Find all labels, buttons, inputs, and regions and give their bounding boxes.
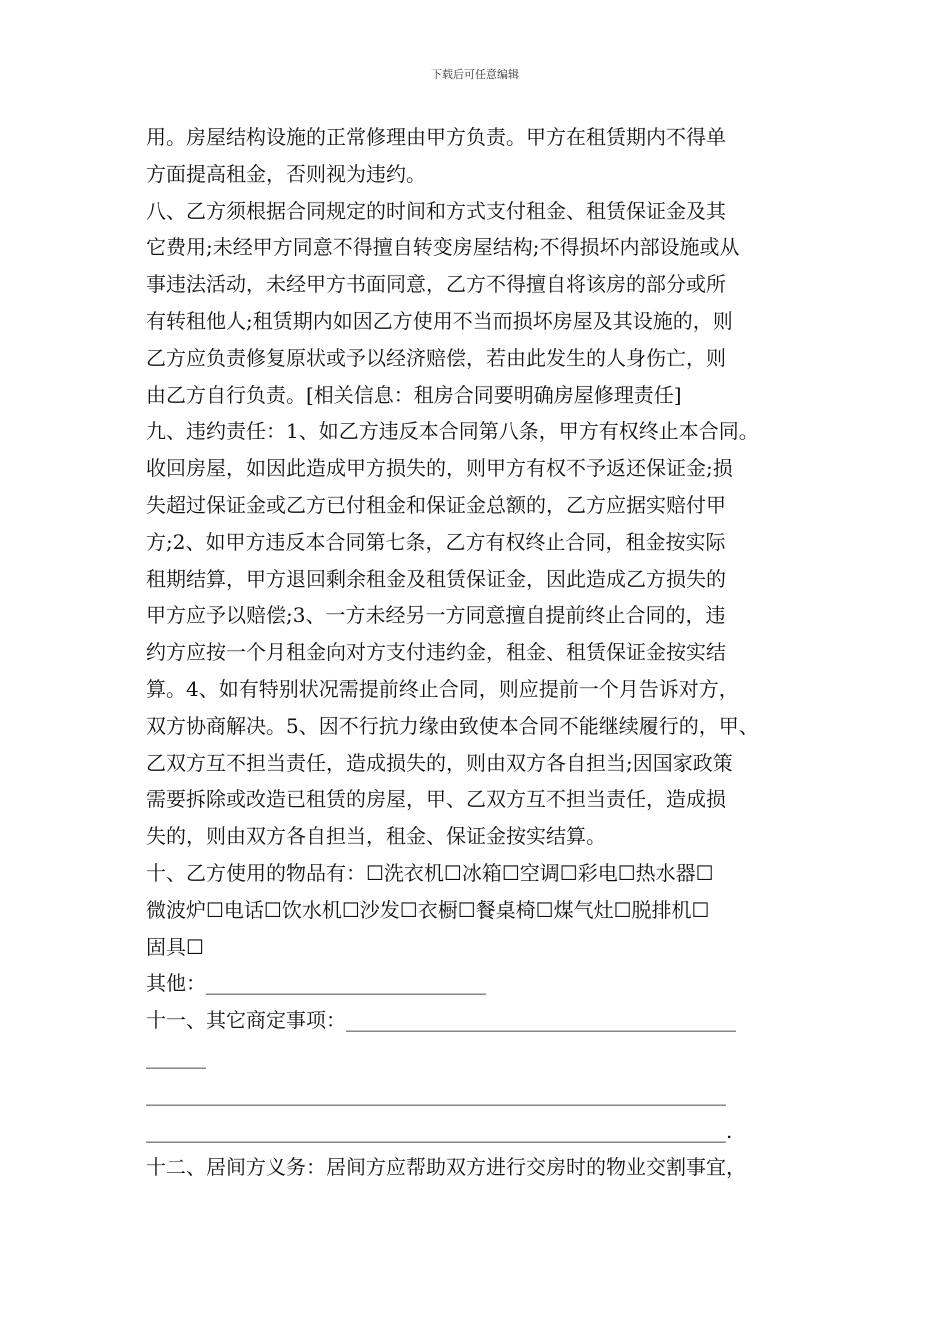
body-line: 事违法活动，未经甲方书面同意，乙方不得擅自将该房的部分或所 (146, 272, 726, 297)
clause-9-line: 九、违约责任：1、如乙方违反本合同第八条，甲方有权终止本合同。 (146, 419, 759, 444)
body-line: 由乙方自行负责。[相关信息：租房合同要明确房屋修理责任] (146, 382, 682, 407)
clause-10-line: 十、乙方使用的物品有：☐洗衣机☐冰箱☐空调☐彩电☐热水器☐ (146, 860, 714, 885)
body-line: 租期结算，甲方退回剩余租金及租赁保证金，因此造成乙方损失的 (146, 566, 726, 591)
blank-fill-line: __________________________________________________________ (146, 1081, 726, 1106)
other-items-line: 其他：____________________________ (146, 971, 486, 996)
page-header: 下载后可任意编辑 (431, 68, 519, 81)
body-line: 甲方应予以赔偿;3、一方未经另一方同意擅自提前终止合同的，违 (146, 603, 726, 628)
body-line: 双方协商解决。5、因不行抗力缘由致使本合同不能继续履行的，甲、 (146, 713, 759, 738)
body-line: 收回房屋，如因此造成甲方损失的，则甲方有权不予返还保证金;损 (146, 456, 733, 481)
document-body (146, 119, 826, 1186)
clause-8-line: 八、乙方须根据合同规定的时间和方式支付租金、租赁保证金及其 (146, 198, 726, 223)
body-line: 算。4、如有特别状况需提前终止合同，则应提前一个月告诉对方， (146, 676, 739, 701)
clause-12-line: 十二、居间方义务：居间方应帮助双方进行交房时的物业交割事宜， (146, 1155, 746, 1180)
body-line: 乙双方互不担当责任，造成损失的，则由双方各自担当;因国家政策 (146, 750, 733, 775)
body-line: 失超过保证金或乙方已付租金和保证金总额的，乙方应据实赔付甲 (146, 492, 726, 517)
body-line: 它费用;未经甲方同意不得擅自转变房屋结构;不得损坏内部设施或从 (146, 235, 740, 260)
body-line: 方;2、如甲方违反本合同第七条，乙方有权终止合同，租金按实际 (146, 529, 726, 554)
body-line: 需要拆除或改造已租赁的房屋，甲、乙双方互不担当责任，造成损 (146, 787, 726, 812)
body-line: 有转租他人;租赁期内如因乙方使用不当而损坏房屋及其设施的，则 (146, 308, 733, 333)
clause-11-line: 十一、其它商定事项：_______________________________________ (146, 1008, 736, 1033)
blank-fill-line: __________________________________________________________. (146, 1118, 733, 1143)
body-line: 失的，则由双方各自担当，租金、保证金按实结算。 (146, 824, 606, 849)
body-line: 约方应按一个月租金向对方支付违约金，租金、租赁保证金按实结 (146, 640, 726, 665)
blank-fill-line: ______ (146, 1044, 206, 1069)
body-line: 用。房屋结构设施的正常修理由甲方负责。甲方在租赁期内不得单 (146, 125, 726, 149)
body-line: 微波炉☐电话☐饮水机☐沙发☐衣橱☐餐桌椅☐煤气灶☐脱排机☐ (146, 897, 710, 922)
body-line: 固具☐ (146, 934, 204, 959)
body-line: 方面提高租金，否则视为违约。 (146, 161, 426, 186)
body-line: 乙方应负责修复原状或予以经济赔偿，若由此发生的人身伤亡，则 (146, 345, 726, 370)
